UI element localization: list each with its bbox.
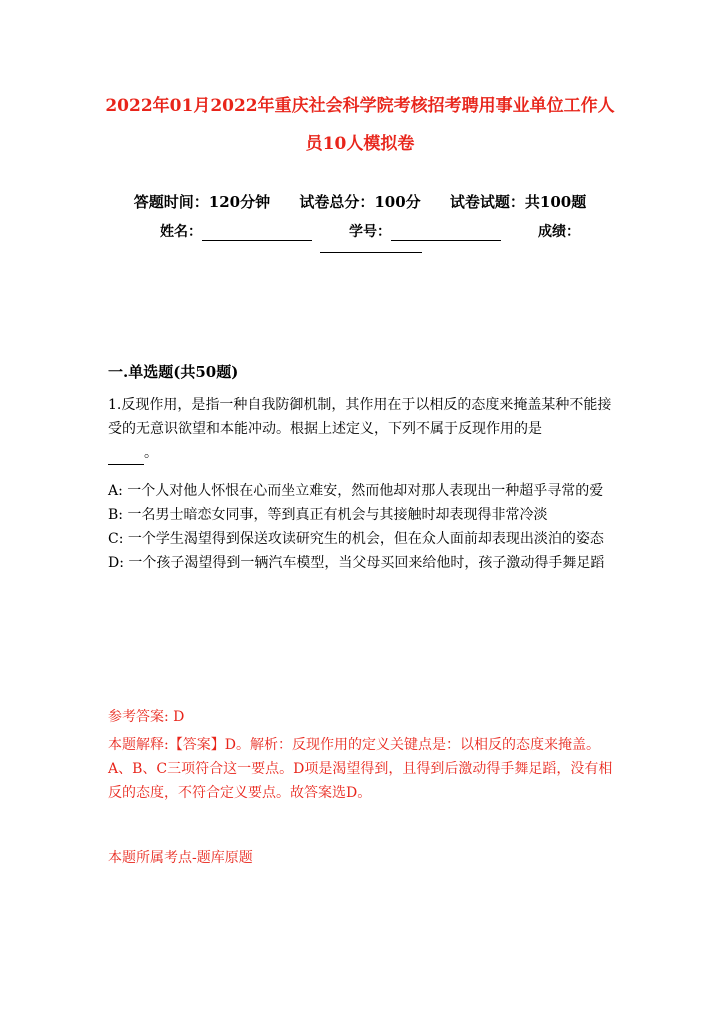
option-a[interactable]: A: 一个人对他人怀恨在心而坐立难安，然而他却对那人表现出一种超乎寻常的爱 bbox=[108, 483, 604, 499]
option-c[interactable]: C: 一个学生渴望得到保送攻读研究生的机会，但在众人面前却表现出淡泊的姿态 bbox=[108, 531, 604, 547]
name-label: 姓名： bbox=[160, 224, 202, 240]
question-options bbox=[108, 479, 618, 575]
answer-explanation: 本题解释:【答案】D。解析：反现作用的定义关键点是：以相反的态度来掩盖。A、B、C三项符合这一要点。D项是渴望得到，且得到后激动得手舞足蹈，没有相反的态度，不符合定义要点。故答案选D。 bbox=[108, 737, 613, 801]
id-label: 学号： bbox=[349, 224, 391, 240]
score-blank[interactable] bbox=[320, 252, 422, 253]
name-blank[interactable] bbox=[202, 226, 312, 241]
score-label: 成绩： bbox=[538, 224, 580, 240]
exam-info-row bbox=[0, 191, 720, 212]
section-heading: 一.单选题(共50题) bbox=[108, 363, 239, 381]
answer-blank bbox=[108, 450, 144, 465]
question-text: 1.反现作用，是指一种自我防御机制，其作用在于以相反的态度来掩盖某种不能接受的无意识欲望和本能冲动。根据上述定义，下列不属于反现作用的是 bbox=[108, 397, 612, 437]
exam-total-questions: 试卷试题：共100题 bbox=[449, 193, 587, 211]
document-title-line-1: 2022年01月2022年重庆社会科学院考核招考聘用事业单位工作人 bbox=[105, 96, 615, 116]
question-stem bbox=[108, 393, 618, 465]
option-d[interactable]: D: 一个孩子渴望得到一辆汽车模型，当父母买回来给他时，孩子激动得手舞足蹈 bbox=[108, 555, 605, 571]
name-field bbox=[160, 221, 312, 241]
question-source: 本题所属考点-题库原题 bbox=[108, 850, 253, 866]
id-field bbox=[349, 221, 501, 241]
score-field bbox=[538, 221, 580, 241]
question-suffix: 。 bbox=[144, 445, 158, 461]
exam-time: 答题时间：120分钟 bbox=[133, 193, 271, 211]
id-blank[interactable] bbox=[391, 226, 501, 241]
option-b[interactable]: B: 一名男士暗恋女同事，等到真正有机会与其接触时却表现得非常冷淡 bbox=[108, 507, 548, 523]
document-title-line-2: 员10人模拟卷 bbox=[305, 134, 415, 154]
exam-total-score: 试卷总分：100分 bbox=[299, 193, 421, 211]
reference-answer: 参考答案: D bbox=[108, 709, 185, 725]
answer-block bbox=[108, 705, 618, 805]
